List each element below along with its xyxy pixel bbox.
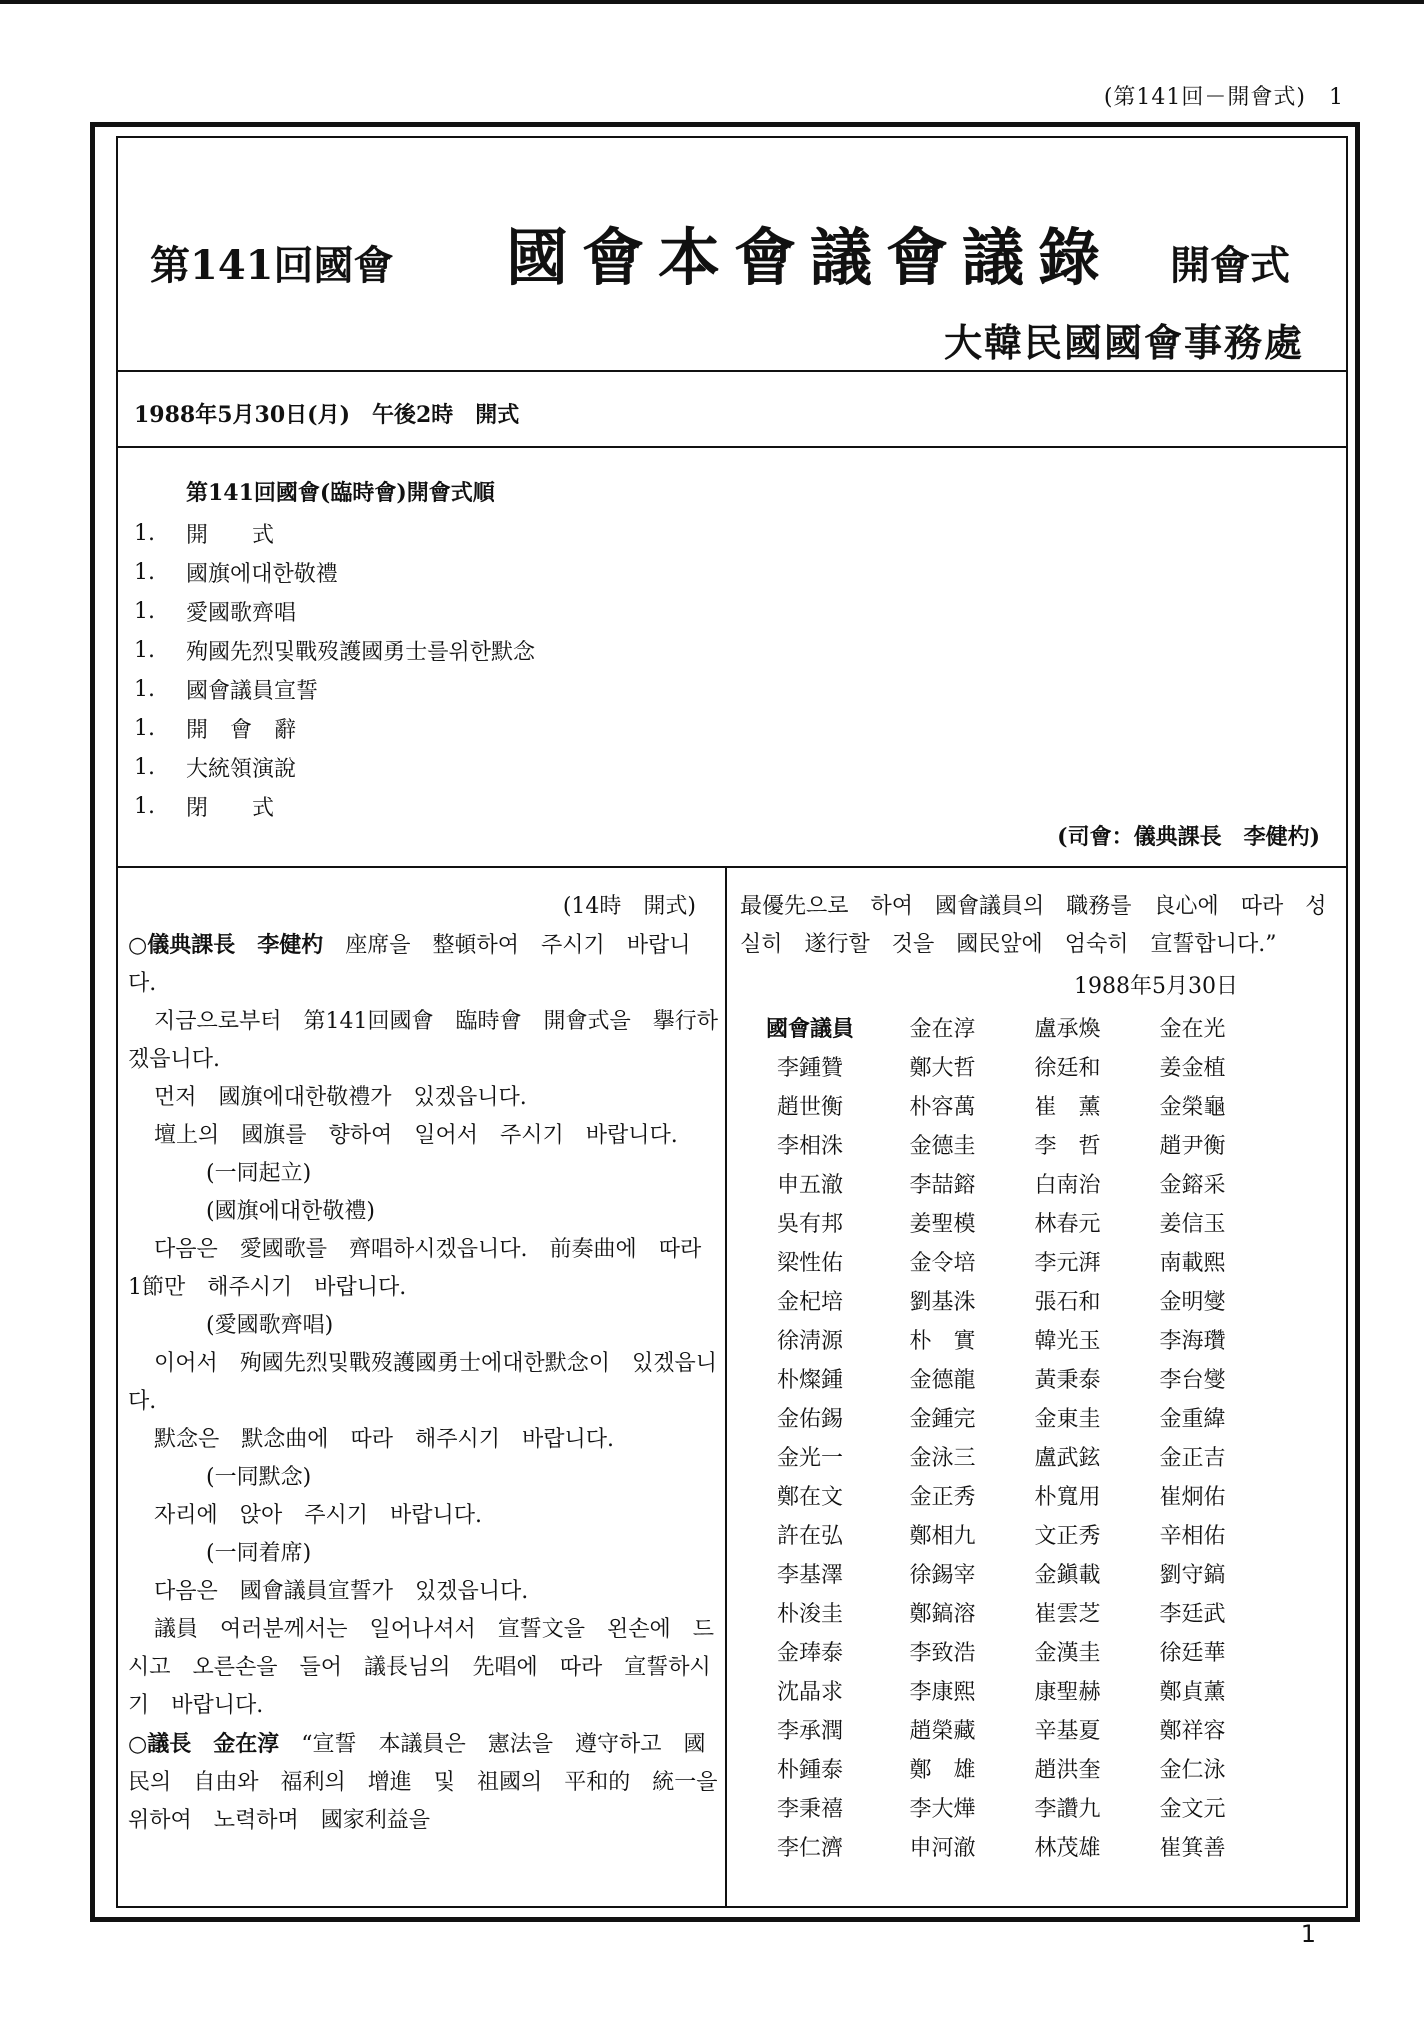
member-row — [740, 1593, 1330, 1632]
member-name: 金杞培 — [776, 1290, 843, 1315]
member-name: 沈晶求 — [776, 1680, 843, 1705]
member-name: 朴鍾泰 — [776, 1758, 843, 1783]
member-row — [740, 1008, 1330, 1047]
member-name: 李秉禧 — [776, 1797, 843, 1822]
order-item — [134, 670, 1334, 709]
member-name: 韓光玉 — [1034, 1329, 1101, 1354]
member-name: 崔 薰 — [1034, 1095, 1101, 1120]
order-item-text: 國會議員宣誓 — [186, 679, 319, 704]
member-name: 金在淳 — [909, 1017, 976, 1042]
member-name: 李相洙 — [776, 1134, 843, 1159]
paragraph: 議員 여러분께서는 일어나셔서 宣誓文을 왼손에 드시고 오른손을 들어 議長님의 先唱에 따라 宣誓하시기 바랍니다. — [128, 1617, 715, 1718]
paragraph: 壇上의 國旗를 향하여 일어서 주시기 바랍니다. — [154, 1123, 678, 1148]
member-name: 金文元 — [1159, 1797, 1226, 1822]
member-name: 徐錫宰 — [909, 1563, 976, 1588]
order-item-text: 開 會 辭 — [186, 718, 297, 743]
member-name: 金泳三 — [909, 1446, 976, 1471]
member-name: 金德圭 — [909, 1134, 976, 1159]
order-item-text: 愛國歌齊唱 — [186, 601, 297, 626]
paragraph: 默念은 默念曲에 따라 해주시기 바랍니다. — [154, 1427, 615, 1452]
member-name: 申五澈 — [776, 1173, 843, 1198]
member-name: 鄭貞薰 — [1159, 1680, 1226, 1705]
ceremony-order — [134, 476, 1334, 826]
order-title: 第141回國會(臨時會)開會式順 — [186, 480, 495, 506]
member-name: 朴容萬 — [909, 1095, 976, 1120]
order-item-number: 1. — [134, 716, 155, 741]
member-name: 金鎔采 — [1159, 1173, 1226, 1198]
member-name: 李台燮 — [1159, 1368, 1226, 1393]
member-row — [740, 1164, 1330, 1203]
member-name: 許在弘 — [776, 1524, 843, 1549]
member-name: 姜信玉 — [1159, 1212, 1226, 1237]
member-name: 鄭鎬溶 — [909, 1602, 976, 1627]
page-number: 1 — [1300, 1920, 1316, 1948]
member-name: 金正秀 — [909, 1485, 976, 1510]
member-name: 林茂雄 — [1034, 1836, 1101, 1861]
order-item — [134, 514, 1334, 553]
member-name: 梁性佑 — [776, 1251, 843, 1276]
paragraph: 먼저 國旗에대한敬禮가 있겠읍니다. — [154, 1085, 527, 1110]
member-row — [740, 1320, 1330, 1359]
member-name: 李 哲 — [1034, 1134, 1101, 1159]
document-title-row — [150, 208, 1290, 297]
member-name: 金正吉 — [1159, 1446, 1226, 1471]
top-rule — [0, 0, 1424, 4]
member-name: 鄭大哲 — [909, 1056, 976, 1081]
chair-note: (司會：儀典課長 李健杓) — [1057, 824, 1320, 850]
member-name: 李承潤 — [776, 1719, 843, 1744]
member-name: 黃秉泰 — [1034, 1368, 1101, 1393]
member-name: 鄭在文 — [776, 1485, 843, 1510]
member-name: 趙尹衡 — [1159, 1134, 1226, 1159]
document-title: 國會本會議會議錄 — [505, 221, 1114, 294]
member-name: 李康熙 — [909, 1680, 976, 1705]
oath-date: 1988年5月30日 — [1074, 974, 1238, 999]
order-item — [134, 631, 1334, 670]
order-item-number: 1. — [134, 677, 155, 702]
order-item-number: 1. — [134, 521, 155, 546]
member-name: 金仁泳 — [1159, 1758, 1226, 1783]
stage-direction: (愛國歌齊唱) — [206, 1313, 334, 1338]
member-row — [740, 1710, 1330, 1749]
time-note: (14時 開式) — [562, 894, 696, 919]
member-name: 李鍾贊 — [776, 1056, 843, 1081]
paragraph: 이어서 殉國先烈및戰歿護國勇士에대한默念이 있겠읍니다. — [128, 1351, 718, 1414]
right-column — [740, 888, 1330, 1866]
member-name: 朴燦鍾 — [776, 1368, 843, 1393]
member-name: 白南治 — [1034, 1173, 1101, 1198]
member-row — [740, 1788, 1330, 1827]
member-name: 朴浚圭 — [776, 1602, 843, 1627]
member-row — [740, 1437, 1330, 1476]
order-item-number: 1. — [134, 638, 155, 663]
member-name: 朴寬用 — [1034, 1485, 1101, 1510]
member-name: 趙洪奎 — [1034, 1758, 1101, 1783]
member-name: 金漢圭 — [1034, 1641, 1101, 1666]
rule-under-date — [116, 446, 1348, 448]
member-name: 李廷武 — [1159, 1602, 1226, 1627]
member-name: 金佑錫 — [776, 1407, 843, 1432]
paragraph: 다음은 國會議員宣誓가 있겠읍니다. — [154, 1579, 529, 1604]
member-name: 鄭相九 — [909, 1524, 976, 1549]
member-name: 金在光 — [1159, 1017, 1226, 1042]
member-name: 李仁濟 — [776, 1836, 843, 1861]
member-row — [740, 1125, 1330, 1164]
member-name: 姜聖模 — [909, 1212, 976, 1237]
member-name: 李海瓚 — [1159, 1329, 1226, 1354]
paragraph: 지금으로부터 第141回國會 臨時會 開會式을 擧行하겠읍니다. — [128, 1009, 719, 1072]
left-column — [128, 888, 740, 1840]
member-name: 李基澤 — [776, 1563, 843, 1588]
speech-text: 座席을 整頓하여 주시기 바랍니다. — [128, 933, 691, 996]
member-name: 徐廷和 — [1034, 1056, 1101, 1081]
rule-under-order — [116, 866, 1348, 868]
member-row — [740, 1398, 1330, 1437]
stage-direction: (國旗에대한敬禮) — [206, 1199, 375, 1224]
member-row — [740, 1476, 1330, 1515]
member-name: 金東圭 — [1034, 1407, 1101, 1432]
member-name: 李喆鎔 — [909, 1173, 976, 1198]
member-name: 崔炯佑 — [1159, 1485, 1226, 1510]
stage-direction: (一同默念) — [206, 1465, 312, 1490]
member-row — [740, 1203, 1330, 1242]
order-item-number: 1. — [134, 755, 155, 780]
order-item-text: 國旗에대한敬禮 — [186, 562, 338, 587]
order-item-number: 1. — [134, 794, 155, 819]
member-name: 辛基夏 — [1034, 1719, 1101, 1744]
member-name: 趙世衡 — [776, 1095, 843, 1120]
order-item-text: 大統領演說 — [186, 757, 297, 782]
member-name: 崔雲芝 — [1034, 1602, 1101, 1627]
member-name: 吳有邦 — [776, 1212, 843, 1237]
column-divider — [725, 866, 727, 1908]
member-name: 劉基洙 — [909, 1290, 976, 1315]
member-row — [740, 1515, 1330, 1554]
order-item-text: 殉國先烈및戰歿護國勇士를위한默念 — [186, 640, 536, 665]
running-header: (第141回－開會式) 1 — [1103, 85, 1344, 110]
member-name: 劉守鎬 — [1159, 1563, 1226, 1588]
member-name: 林春元 — [1034, 1212, 1101, 1237]
paragraph — [128, 1725, 740, 1840]
member-name: 金德龍 — [909, 1368, 976, 1393]
member-row — [740, 1281, 1330, 1320]
member-name: 鄭 雄 — [909, 1758, 976, 1783]
oath-continuation: 最優先으로 하여 國會議員의 職務를 良心에 따라 성실히 遂行할 것을 國民앞에 엄숙히 宣誓합니다.” — [740, 894, 1327, 957]
member-name: 張石和 — [1034, 1290, 1101, 1315]
ceremony-label: 開會式 — [1170, 242, 1290, 289]
member-name: 南載熙 — [1159, 1251, 1226, 1276]
member-name: 金鍾完 — [909, 1407, 976, 1432]
member-name: 李元湃 — [1034, 1251, 1101, 1276]
order-item — [134, 553, 1334, 592]
paragraph: 다음은 愛國歌를 齊唱하시겠읍니다. 前奏曲에 따라 1節만 해주시기 바랍니다. — [128, 1237, 724, 1300]
member-row — [740, 1671, 1330, 1710]
member-name: 李讚九 — [1034, 1797, 1101, 1822]
member-name: 鄭祥容 — [1159, 1719, 1226, 1744]
member-name: 康聖赫 — [1034, 1680, 1101, 1705]
members-label: 國會議員 — [765, 1016, 854, 1042]
paragraph: 자리에 앉아 주시기 바랍니다. — [154, 1503, 483, 1528]
order-item — [134, 709, 1334, 748]
member-name: 辛相佑 — [1159, 1524, 1226, 1549]
member-row — [740, 1359, 1330, 1398]
member-name: 盧武鉉 — [1034, 1446, 1101, 1471]
member-name: 徐淸源 — [776, 1329, 843, 1354]
session-label: 第141回國會 — [150, 242, 394, 289]
member-name: 文正秀 — [1034, 1524, 1101, 1549]
member-name: 趙榮藏 — [909, 1719, 976, 1744]
rule-under-header — [116, 370, 1348, 372]
member-name: 姜金植 — [1159, 1056, 1226, 1081]
publisher: 大韓民國國會事務處 — [943, 320, 1304, 365]
paragraph — [128, 926, 718, 1003]
order-item-text: 閉 式 — [186, 796, 275, 821]
member-row — [740, 1827, 1330, 1866]
member-row — [740, 1242, 1330, 1281]
member-name: 金榮龜 — [1159, 1095, 1226, 1120]
member-name: 金光一 — [776, 1446, 843, 1471]
member-name: 金令培 — [909, 1251, 976, 1276]
member-name: 申河澈 — [909, 1836, 976, 1861]
member-list — [740, 1008, 1330, 1866]
member-name: 盧承煥 — [1034, 1017, 1101, 1042]
speaker-name: ○議長 金在淳 — [128, 1731, 280, 1757]
member-row — [740, 1632, 1330, 1671]
stage-direction: (一同着席) — [206, 1541, 312, 1566]
order-item-number: 1. — [134, 599, 155, 624]
member-name: 金明燮 — [1159, 1290, 1226, 1315]
order-item — [134, 592, 1334, 631]
speech-text: “宣誓 本議員은 憲法을 遵守하고 國民의 自由와 福利의 增進 및 祖國의 平和的 統一을 위하여 노력하며 國家利益을 — [128, 1732, 740, 1833]
member-name: 徐廷華 — [1159, 1641, 1226, 1666]
order-item — [134, 748, 1334, 787]
order-item-text: 開 式 — [186, 523, 275, 548]
stage-direction: (一同起立) — [206, 1161, 312, 1186]
member-name: 崔箕善 — [1159, 1836, 1226, 1861]
session-date: 1988年5月30日(月) 午後2時 開式 — [134, 402, 520, 428]
member-name: 金鎭載 — [1034, 1563, 1101, 1588]
member-name: 金琫泰 — [776, 1641, 843, 1666]
member-name: 李大燁 — [909, 1797, 976, 1822]
member-name: 李致浩 — [909, 1641, 976, 1666]
speaker-name: ○儀典課長 李健杓 — [128, 932, 324, 958]
member-name: 朴 實 — [909, 1329, 976, 1354]
member-row — [740, 1086, 1330, 1125]
order-list — [134, 514, 1334, 826]
order-item-number: 1. — [134, 560, 155, 585]
member-row — [740, 1554, 1330, 1593]
member-row — [740, 1749, 1330, 1788]
member-row — [740, 1047, 1330, 1086]
member-name: 金重緯 — [1159, 1407, 1226, 1432]
